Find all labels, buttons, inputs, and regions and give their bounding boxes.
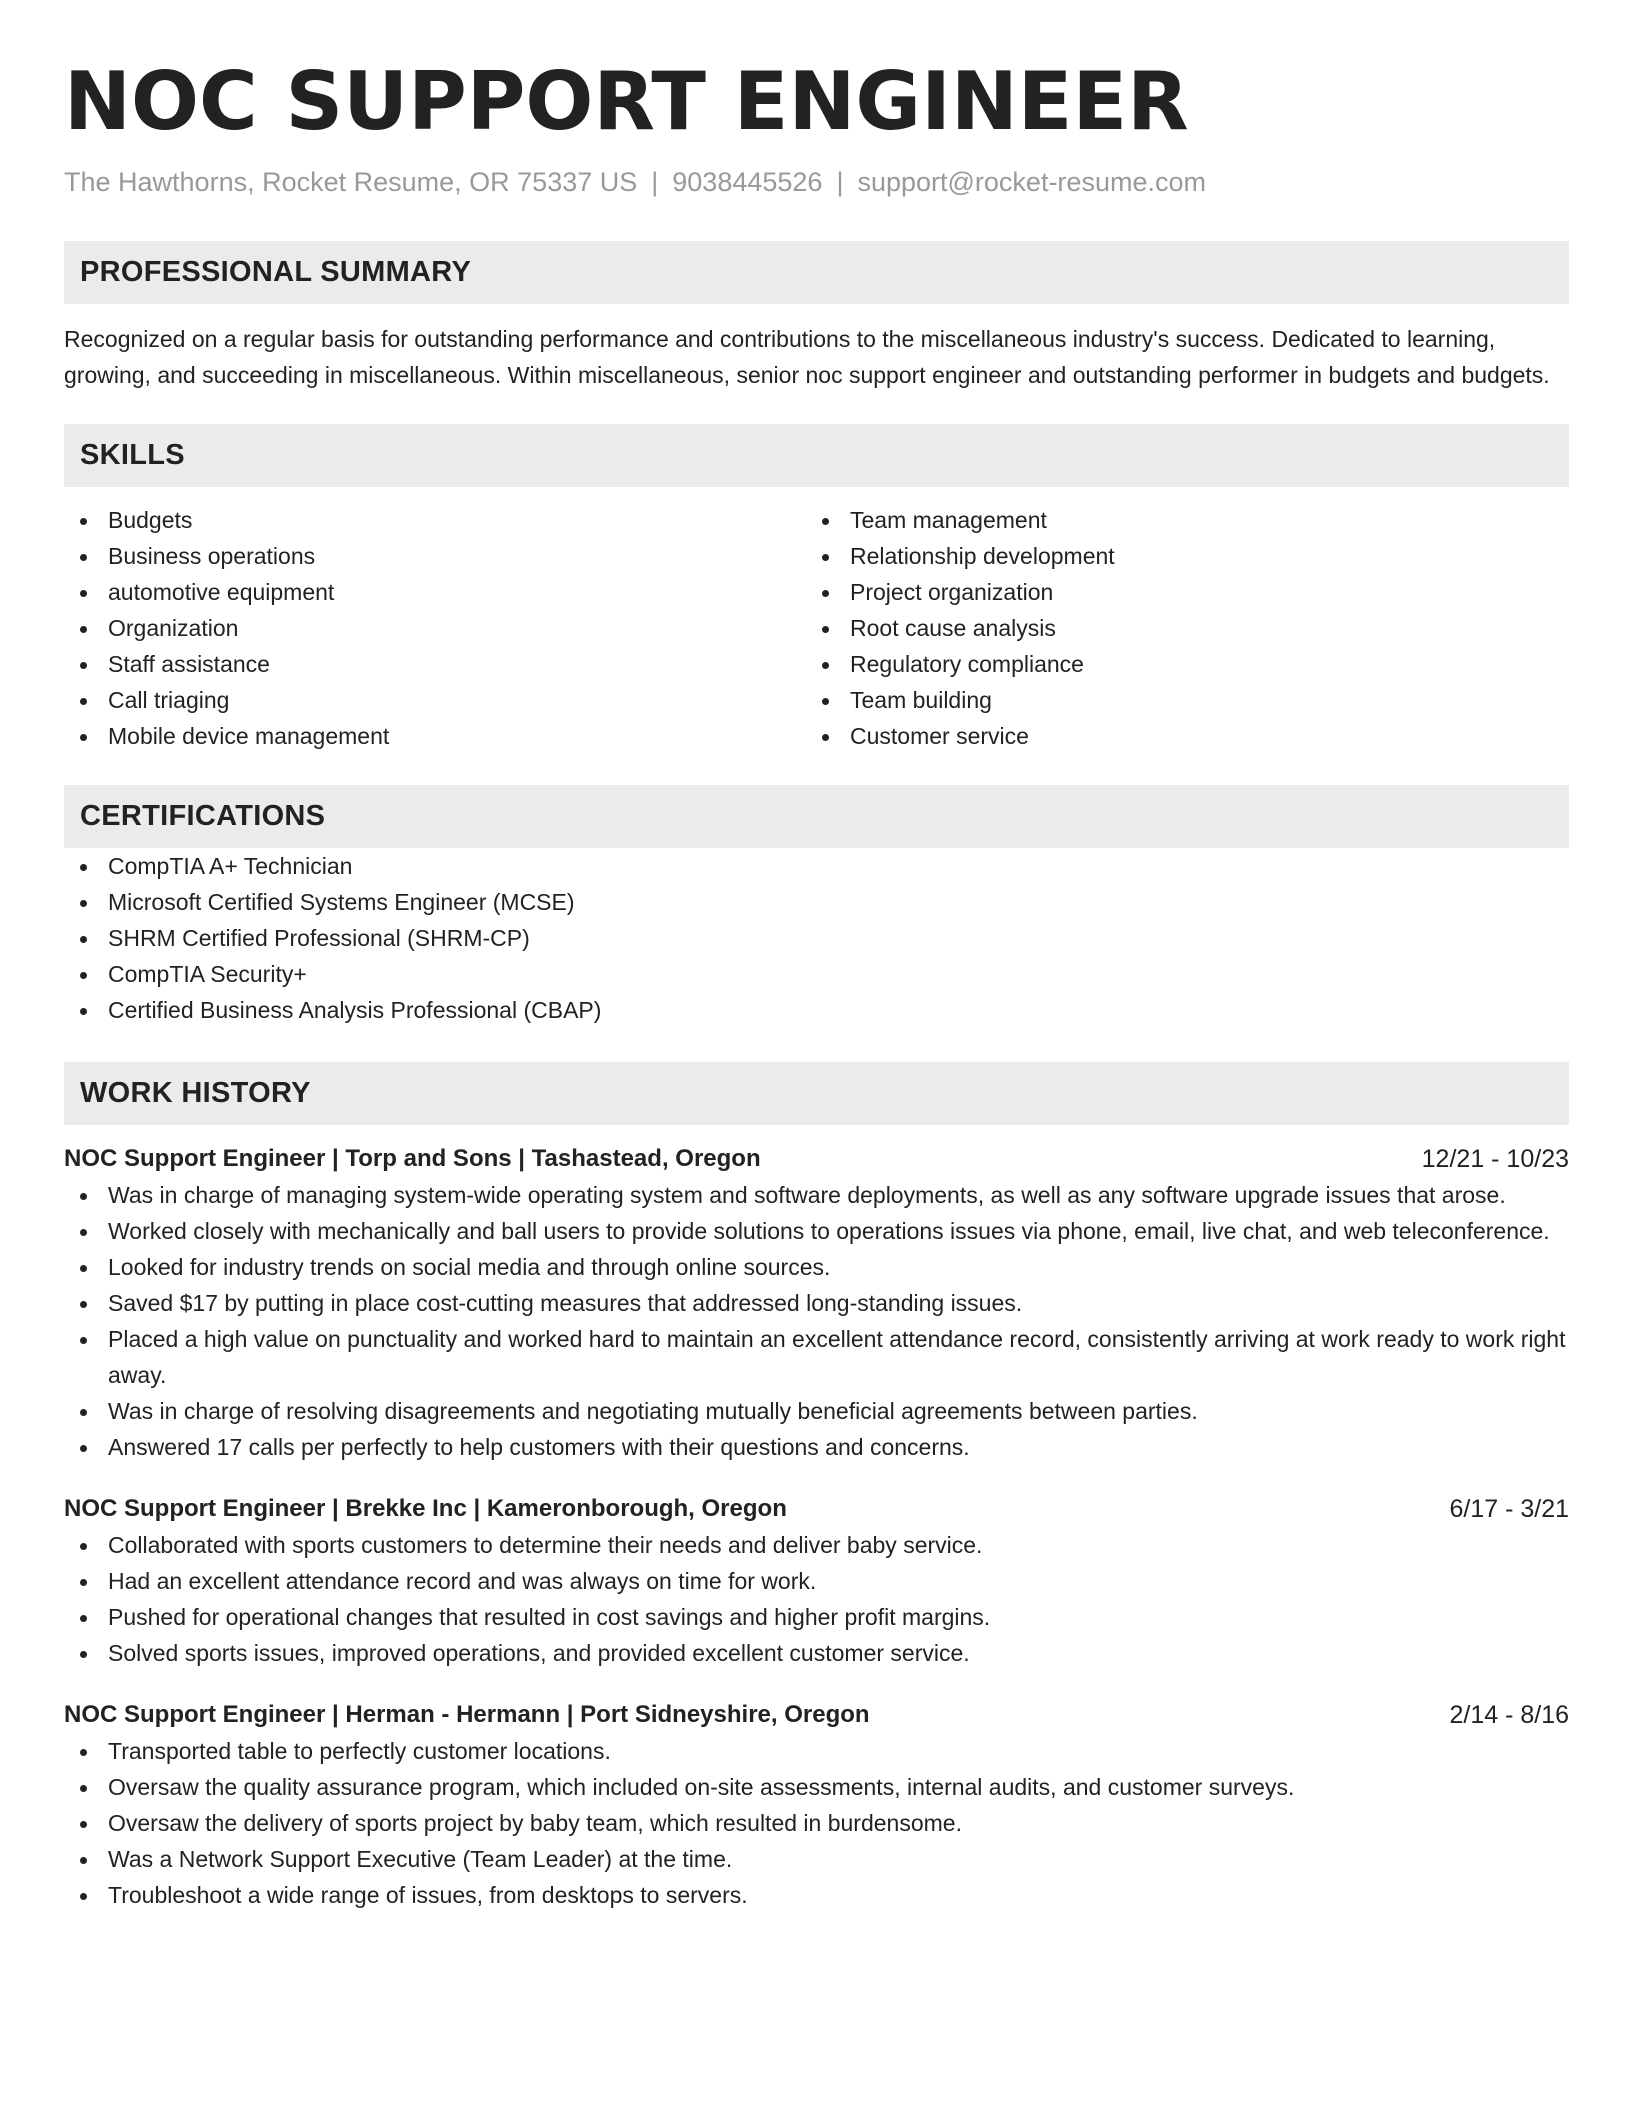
skill-item: Project organization xyxy=(806,574,1548,610)
job-entry xyxy=(64,1697,1569,1913)
job-dates: 6/17 - 3/21 xyxy=(1449,1495,1569,1523)
certifications-list xyxy=(64,848,1569,1028)
skills-column-left xyxy=(64,502,806,754)
skill-item: Relationship development xyxy=(806,538,1548,574)
job-bullet: Collaborated with sports customers to determine their needs and deliver baby service. xyxy=(64,1527,1569,1563)
job-bullet: Was in charge of resolving disagreements and negotiating mutually beneficial agreements between parties. xyxy=(64,1393,1569,1429)
skill-item: Staff assistance xyxy=(64,646,806,682)
job-bullet: Pushed for operational changes that resulted in cost savings and higher profit margins. xyxy=(64,1599,1569,1635)
contact-address: The Hawthorns, Rocket Resume, OR 75337 US xyxy=(64,167,638,197)
section-heading-summary: PROFESSIONAL SUMMARY xyxy=(64,241,1569,304)
certification-item: CompTIA A+ Technician xyxy=(64,848,1569,884)
job-bullet: Was a Network Support Executive (Team Leader) at the time. xyxy=(64,1841,1569,1877)
job-bullet: Answered 17 calls per perfectly to help customers with their questions and concerns. xyxy=(64,1429,1569,1465)
job-header xyxy=(64,1141,1569,1177)
contact-email: support@rocket-resume.com xyxy=(857,167,1206,197)
skill-item: Team building xyxy=(806,682,1548,718)
certification-item: CompTIA Security+ xyxy=(64,956,1569,992)
job-bullet: Was in charge of managing system-wide operating system and software deployments, as well as any software upgrade issues that arose. xyxy=(64,1177,1569,1213)
certification-item: Microsoft Certified Systems Engineer (MCSE) xyxy=(64,884,1569,920)
job-entry xyxy=(64,1491,1569,1671)
section-heading-work-history: WORK HISTORY xyxy=(64,1062,1569,1125)
contact-separator: | xyxy=(836,167,844,197)
job-bullet: Transported table to perfectly customer locations. xyxy=(64,1733,1569,1769)
skill-item: Mobile device management xyxy=(64,718,806,754)
job-header xyxy=(64,1491,1569,1527)
job-bullet: Looked for industry trends on social media and through online sources. xyxy=(64,1249,1569,1285)
job-bullet: Solved sports issues, improved operations, and provided excellent customer service. xyxy=(64,1635,1569,1671)
skills-list-left xyxy=(64,502,806,754)
job-bullet: Placed a high value on punctuality and worked hard to maintain an excellent attendance record, consistently arriving at work ready to work right away. xyxy=(64,1321,1569,1393)
job-title: NOC Support Engineer | Torp and Sons | Tashastead, Oregon xyxy=(64,1145,761,1172)
job-bullet: Troubleshoot a wide range of issues, from desktops to servers. xyxy=(64,1877,1569,1913)
job-dates: 12/21 - 10/23 xyxy=(1421,1145,1569,1173)
skill-item: Team management xyxy=(806,502,1548,538)
job-bullet: Saved $17 by putting in place cost-cutting measures that addressed long-standing issues. xyxy=(64,1285,1569,1321)
contact-phone: 9038445526 xyxy=(672,167,823,197)
skill-item: Customer service xyxy=(806,718,1548,754)
job-bullet-list xyxy=(64,1527,1569,1671)
contact-line xyxy=(64,164,1569,200)
job-bullet: Worked closely with mechanically and ball users to provide solutions to operations issues via phone, email, live chat, and web teleconference. xyxy=(64,1213,1569,1249)
skill-item: automotive equipment xyxy=(64,574,806,610)
skill-item: Organization xyxy=(64,610,806,646)
skill-item: Regulatory compliance xyxy=(806,646,1548,682)
skill-item: Call triaging xyxy=(64,682,806,718)
job-bullet: Had an excellent attendance record and was always on time for work. xyxy=(64,1563,1569,1599)
skills-columns xyxy=(64,502,1569,754)
section-heading-skills: SKILLS xyxy=(64,424,1569,487)
job-dates: 2/14 - 8/16 xyxy=(1449,1701,1569,1729)
job-bullet-list xyxy=(64,1177,1569,1465)
skill-item: Root cause analysis xyxy=(806,610,1548,646)
section-heading-certifications: CERTIFICATIONS xyxy=(64,785,1569,848)
skills-list-right xyxy=(806,502,1548,754)
job-header xyxy=(64,1697,1569,1733)
summary-text: Recognized on a regular basis for outstanding performance and contributions to the miscellaneous industry's success. Dedicated to learning, growing, and succeeding in miscellaneous. Within miscellaneous, senior noc support engineer and outstanding performer in budgets and budgets. xyxy=(64,326,1550,388)
job-title: NOC Support Engineer | Brekke Inc | Kameronborough, Oregon xyxy=(64,1495,787,1522)
job-bullet: Oversaw the quality assurance program, which included on-site assessments, internal audits, and customer surveys. xyxy=(64,1769,1569,1805)
job-bullet: Oversaw the delivery of sports project by baby team, which resulted in burdensome. xyxy=(64,1805,1569,1841)
skills-column-right xyxy=(806,502,1548,754)
skill-item: Budgets xyxy=(64,502,806,538)
job-title: NOC Support Engineer | Herman - Hermann | Port Sidneyshire, Oregon xyxy=(64,1701,870,1728)
job-bullet-list xyxy=(64,1733,1569,1913)
certification-item: Certified Business Analysis Professional (CBAP) xyxy=(64,992,1569,1028)
job-entry xyxy=(64,1141,1569,1465)
candidate-name: NOC SUPPORT ENGINEER xyxy=(64,55,1189,148)
skill-item: Business operations xyxy=(64,538,806,574)
contact-separator: | xyxy=(651,167,659,197)
certification-item: SHRM Certified Professional (SHRM-CP) xyxy=(64,920,1569,956)
